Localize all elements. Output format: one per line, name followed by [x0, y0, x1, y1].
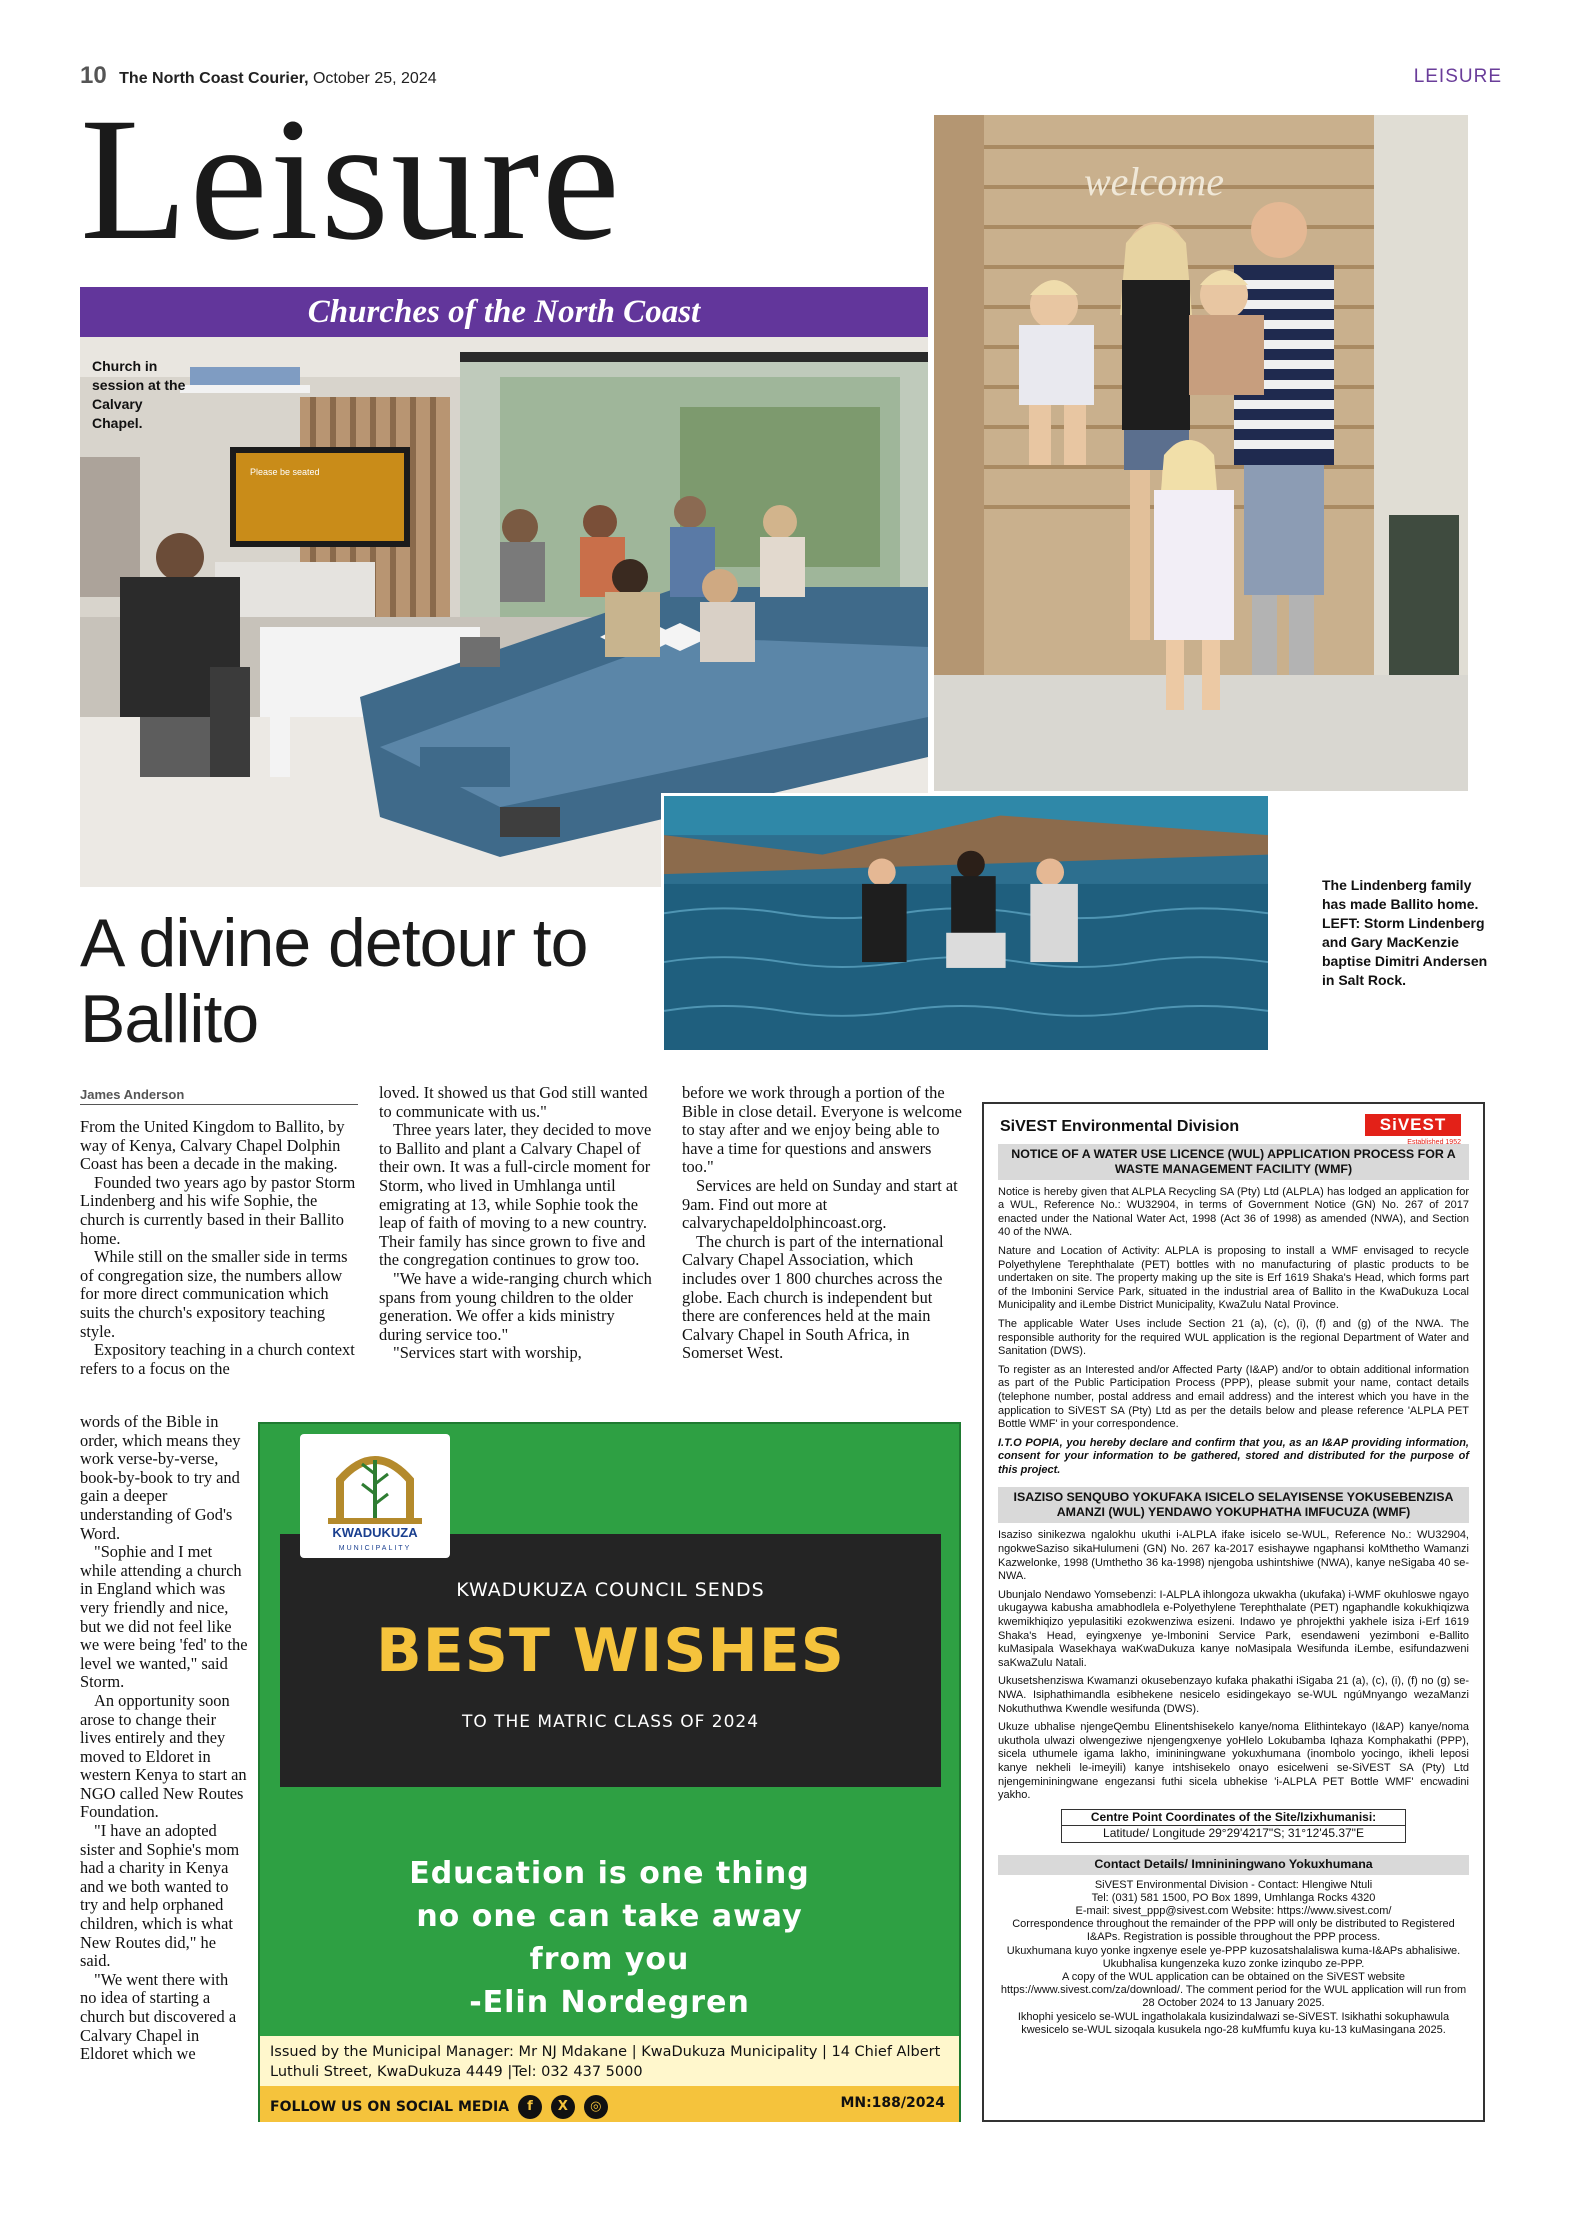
section-tag: LEISURE — [1413, 66, 1502, 87]
publication-name: The North Coast Courier, — [119, 70, 309, 87]
ad-quote — [260, 1852, 959, 2024]
notice-paragraph: Ubunjalo Nendawo Yomsebenzi: I-ALPLA ihlongoza ukwakha (ukufaka) i-WMF okuhloswe ngayo ukugaywa kabusha amabhodlela e-Polyethylene Terephthalate (PET) ngaphandle kokukhiqizwa kwemikhiqizo yepulasitiki ezokwenziwa esizeni. Indawo ye phrojekthi yakhele isiza i-Erf 1619 Shaka's Head, eyingxenye ye-Imbonini Service Park, esendaweni yezimboni e-Ballito kuMasipala Wasekhaya waKwaDukuza kanye noMasipala Wesifunda iLembe, esifundazweni saKwaZulu Natali. — [998, 1588, 1469, 1669]
notice-paragraph: Ukusetshenziswa Kwamanzi okusebenzayo kufaka phakathi iSigaba 21 (a), (c), (i), (f) no (g) se-NWA. Isiphathimandla esibhekene nesicelo esidingekayo se-WUL ngúMnyango wezaManzi Nokuthuthwa Kwendle wesifunda (DWS). — [998, 1675, 1469, 1715]
contact-line: Correspondence throughout the remainder of the PPP will only be distributed to Registered I&APs. Registration is possible throughout the PPP process. — [1012, 1918, 1455, 1944]
notice-paragraph: The applicable Water Uses include Section 21 (a), (c), (i), (f) and (g) of the NWA. The responsible authority for the required WUL application is the regional Department of Water and Sanitation (DWS). — [998, 1317, 1469, 1358]
sivest-logo-wordmark: SiVEST — [1365, 1114, 1461, 1136]
notice-paragraph: Nature and Location of Activity: ALPLA is proposing to install a WMF envisaged to recycle Polyethylene Terephthalate (PET) bottles with no manufacturing of plastic products to be undertaken on site. The property making up the site is Erf 1619 Shaka's Head, which forms part of the Imbonini Service Park, situated in the industrial area of Ballito in the KwaDukuza Local Municipality and iLembe District Municipality, KwaZulu Natal Province. — [998, 1244, 1469, 1312]
family-photo — [934, 115, 1468, 791]
notice-paragraph: Isaziso sinikezwa ngalokhu ukuthi i-ALPLA ifake isicelo se-WUL, Reference No.: WU32904, ngokweSaziso sikaHulumeni (GN) No. 267 ka-2017 esishaywe ngaphansi koMthetho Wamanzi Kazwelonke, 1998 (Umthetho 36 ka-1998) njengoba ushintshiwe (NWA), kanye neSigaba 40 se-NWA. — [998, 1529, 1469, 1583]
screen-text: Please be seated — [250, 467, 320, 477]
church-photo-caption: Church in session at the Calvary Chapel. — [92, 358, 186, 431]
ad-matric-class: TO THE MATRIC CLASS OF 2024 — [461, 1712, 760, 1732]
paragraph: words of the Bible in order, which means they work verse-by-verse, book-by-book to try and gain a deeper understanding of God's Word. — [80, 1412, 241, 1543]
paragraph: "We have a wide-ranging church which spans from young children to the older generation. We offer a kids ministry during service too." — [379, 1268, 652, 1344]
issue-date: October 25, 2024 — [312, 70, 437, 87]
ad-best-wishes: BEST WISHES — [376, 1616, 845, 1686]
x-icon[interactable]: X — [551, 2095, 575, 2119]
sivest-notice — [982, 1102, 1485, 2122]
ad-footer — [260, 2036, 959, 2122]
logo-name: KWADUKUZA — [332, 1525, 418, 1540]
quote-line: Education is one thing — [409, 1856, 810, 1891]
sivest-logo — [1365, 1114, 1461, 1144]
notice-organisation: SiVEST Environmental Division — [1000, 1118, 1240, 1135]
contact-line: E-mail: sivest_ppp@sivest.com Website: https://www.sivest.com/ — [1075, 1904, 1392, 1917]
family-photo-caption: The Lindenberg family has made Ballito home. LEFT: Storm Lindenberg and Gary MacKenzie baptise Dimitri Andersen in Salt Rock. — [1322, 877, 1488, 988]
series-banner: Churches of the North Coast — [80, 287, 928, 337]
paragraph: Three years later, they decided to move to Ballito and plant a Calvary Chapel of their own. It was a full-circle moment for Storm, who lived in Umhlanga until emigrating at 13, while Sophie took the leap of faith of moving to a new country. Their family has since grown to five and the congregation continues to grow too. — [379, 1120, 652, 1270]
quote-line: -Elin Nordegren — [469, 1985, 750, 2020]
paragraph: "Sophie and I met while attending a church in England which was very friendly and nice, but we did not feel like we were being 'fed' to the level we wanted," said Storm. — [80, 1542, 248, 1692]
baptism-photo — [661, 793, 1271, 1053]
article-column-1 — [80, 1118, 358, 1378]
ad-issued-by: Issued by the Municipal Manager: Mr NJ Mdakane | KwaDukuza Municipality | 14 Chief Albert Luthuli Street, KwaDukuza 4449 |Tel: 032 437 5000 — [270, 2044, 941, 2080]
paragraph: Expository teaching in a church context refers to a focus on the — [80, 1340, 355, 1378]
paragraph: Services are held on Sunday and start at 9am. Find out more at calvarychapeldolphincoast.org. — [682, 1175, 958, 1233]
kwadukuza-logo — [300, 1434, 450, 1558]
quote-line: from you — [529, 1942, 690, 1977]
contact-line: A copy of the WUL application can be obtained on the SiVEST website https://www.sivest.com/za/download/. The comment period for the WUL application will run from 28 October 2024 to 13 January 2025. — [1000, 1970, 1467, 2010]
contact-heading: Contact Details/ Imnininingwano Yokuxhumana — [998, 1855, 1469, 1875]
contact-line: Tel: (031) 581 1500, PO Box 1899, Umhlanga Rocks 4320 — [1091, 1891, 1376, 1904]
page-number: 10 — [80, 62, 107, 89]
logo-subtitle: MUNICIPALITY — [338, 1545, 412, 1552]
paragraph: Founded two years ago by pastor Storm Lindenberg and his wife Sophie, the church is currently based in their Ballito home. — [80, 1172, 356, 1248]
paragraph: before we work through a portion of the Bible in close detail. Everyone is welcome to stay after and we enjoy being able to have a time for questions and answers too." — [682, 1083, 962, 1177]
follow-us-text — [270, 2095, 608, 2119]
quote-line: no one can take away — [416, 1899, 803, 1934]
ad-sends-text: KWADUKUZA COUNCIL SENDS — [456, 1579, 765, 1601]
instagram-icon[interactable]: ◎ — [584, 2095, 608, 2119]
contact-line: Ukuxhumana kuyo yonke ingxenye esele ye-PPP kuzosatshalaliswa kuma-I&APs abhalisiwe. Ukubhalisa kungenzeka kuzo zonke izinqubo ze-PPP. — [1006, 1944, 1461, 1970]
contact-line: Ikhophi yesicelo se-WUL ingatholakala kusizindalwazi se-SiVEST. Isikhathi sokuphawula kwesicelo se-WUL sizoqala kusukela ngo-28 kuMfumfu kuya ku-13 kuMasingana 2025. — [1017, 2010, 1450, 2036]
byline: James Anderson — [80, 1087, 358, 1105]
notice-paragraph: To register as an Interested and/or Affected Party (I&AP) and/or to obtain additional information as part of the Public Participation Process (PPP), please submit your name, contact details (telephone number, postal address and email address) and the interest which you have in the application to SiVEST SA (Pty) Ltd as per the details below and please reference 'ALPLA PET Bottle WMF' in your correspondence. — [998, 1363, 1469, 1431]
paragraph: "We went there with no idea of starting a church but discovered a Calvary Chapel in Eldoret which we — [80, 1969, 237, 2064]
notice-paragraph: Notice is hereby given that ALPLA Recycling SA (Pty) Ltd (ALPLA) has lodged an application for a WUL, Reference No.: WU32904, in terms of Government Notice (GN) No. 267 of 2017 enacted under the National Water Act, 1998 (Act 36 of 1998) as amended (NWA), and Section 40 of the NWA. — [998, 1185, 1469, 1239]
article-column-3 — [682, 1084, 962, 1363]
notice-title-english: NOTICE OF A WATER USE LICENCE (WUL) APPLICATION PROCESS FOR A WASTE MANAGEMENT FACILITY (WMF) — [998, 1144, 1469, 1180]
paragraph: loved. It showed us that God still wanted to communicate with us." — [379, 1083, 648, 1121]
sivest-established: Established 1952 — [1407, 1139, 1461, 1146]
facebook-icon[interactable]: f — [518, 2095, 542, 2119]
ad-dark-panel — [280, 1534, 941, 1787]
paragraph: "Services start with worship, — [393, 1343, 582, 1363]
site-coordinates — [1061, 1809, 1406, 1843]
ad-follow-bar — [260, 2086, 959, 2122]
notice-popia: I.T.O POPIA, you hereby declare and confirm that you, as an I&AP providing information, consent for your information to be gathered, stored and distributed for the purpose of this project. — [998, 1436, 1469, 1476]
masthead: Leisure — [80, 82, 622, 277]
ad-reference-number: MN:188/2024 — [840, 2095, 945, 2111]
notice-title-zulu: ISAZISO SENQUBO YOKUFAKA ISICELO SELAYISENSE YOKUSEBENZISA AMANZI (WUL) YENDAWO YOKUPHATHA IMFUCUZA (WMF) — [998, 1487, 1469, 1523]
follow-us-label: FOLLOW US ON SOCIAL MEDIA — [270, 2099, 510, 2115]
paragraph: While still on the smaller side in terms of congregation size, the numbers allow for more direct communication which suits the church's expository teaching style. — [80, 1247, 348, 1341]
contact-details — [998, 1879, 1469, 2037]
paragraph: "I have an adopted sister and Sophie's mom had a charity in Kenya and we both wanted to try and help orphaned children, which is what New Routes did," he said. — [80, 1821, 240, 1971]
paragraph: The church is part of the international Calvary Chapel Association, which includes over 1 800 churches across the globe. Each church is independent but there are conferences held at the main Calvary Chapel in South Africa, in Somerset West. — [682, 1231, 944, 1363]
notice-paragraph: Ukuze ubhalise njengeQembu Elinentshisekelo kanye/noma Elithintekayo (I&AP) kanye/noma ukuthola ulwazi olwengeziwe njengengxenye yoHlelo Lokubamba Iqhaza Komphakathi (PPP), sicela uthumele igama lakho, imininingwane yokuxhumana (inombolo yocingo, ikheli leposi kanye nekheli le-imeyili) kanye intshisekelo onayo esicelweni se-SiVEST SA (Pty) Ltd njengemininingwane engezansi futhi sicela ubhekise 'i-ALPLA PET Bottle WMF' encwadini yakho. — [998, 1721, 1469, 1802]
coordinates-heading: Centre Point Coordinates of the Site/Izixhumanisi: — [1062, 1810, 1405, 1827]
paragraph: An opportunity soon arose to change their lives entirely and they moved to Eldoret in western Kenya to start an NGO called New Routes Foundation. — [80, 1690, 247, 1822]
kwadukuza-advert — [258, 1422, 961, 2122]
article-column-2 — [379, 1084, 659, 1363]
coordinates-value: Latitude/ Longitude 29°29'4217"S; 31°12'45.37"E — [1103, 1826, 1364, 1841]
contact-line: SiVEST Environmental Division - Contact: Hlengiwe Ntuli — [1094, 1878, 1373, 1891]
article-headline: A divine detour to Ballito — [80, 905, 588, 1057]
paragraph: From the United Kingdom to Ballito, by way of Kenya, Calvary Chapel Dolphin Coast has been a decade in the making. — [80, 1117, 345, 1174]
article-column-1-continued — [80, 1413, 248, 2064]
welcome-sign: welcome — [1084, 159, 1224, 204]
